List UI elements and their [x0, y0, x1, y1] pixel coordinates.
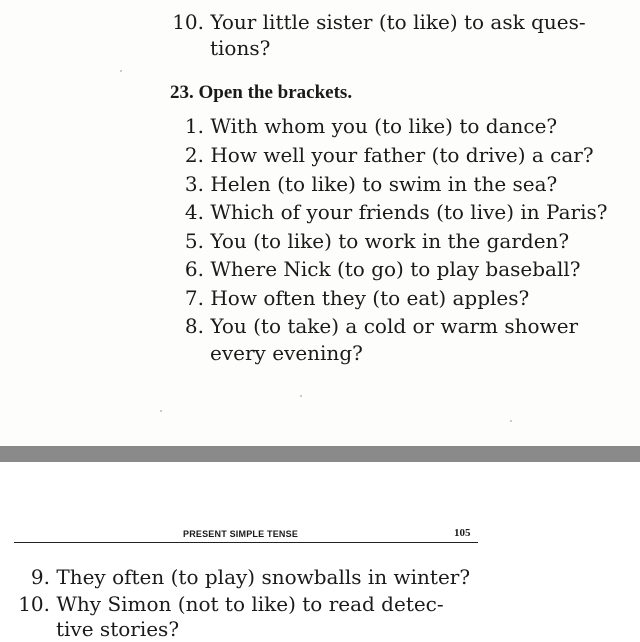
exercise-item	[176, 285, 529, 311]
exercise-item	[14, 591, 444, 617]
item-number: 4.	[184, 200, 204, 224]
exercise-item	[176, 228, 569, 254]
item-text: How well your father (to drive) a car?	[210, 143, 594, 167]
item-continuation: every evening?	[210, 341, 363, 365]
item-text: You (to like) to work in the garden?	[210, 229, 570, 253]
item-number: 10.	[18, 592, 50, 616]
item-text: With whom you (to like) to dance?	[210, 114, 558, 138]
item-text: You (to take) a cold or warm shower	[210, 314, 579, 338]
item-number: 5.	[184, 229, 204, 253]
scan-speck	[300, 395, 302, 397]
carryover-item	[170, 9, 586, 35]
exercise-item	[176, 199, 607, 225]
scan-speck	[160, 410, 162, 412]
scan-speck	[510, 420, 512, 422]
item-number: 9.	[30, 565, 50, 589]
item-text: How often they (to eat) apples?	[210, 286, 530, 310]
scan-speck	[120, 70, 122, 72]
exercise-item	[14, 564, 470, 590]
exercise-item	[176, 171, 557, 197]
header-rule	[14, 542, 478, 543]
item-number: 7.	[184, 286, 204, 310]
running-head: PRESENT SIMPLE TENSE	[183, 529, 299, 539]
page-number: 105	[454, 527, 471, 539]
exercise-item	[176, 313, 578, 339]
exercise-item	[176, 256, 581, 282]
item-text: Which of your friends (to live) in Paris?	[210, 200, 608, 224]
item-number: 3.	[184, 172, 204, 196]
item-number: 10.	[172, 10, 204, 34]
item-text: Why Simon (not to like) to read detec-	[56, 592, 444, 616]
exercise-item	[176, 142, 594, 168]
item-text: Where Nick (to go) to play baseball?	[210, 257, 581, 281]
carryover-continuation: tions?	[210, 36, 271, 60]
page-divider	[0, 446, 640, 462]
item-number: 8.	[184, 314, 204, 338]
item-continuation: tive stories?	[56, 617, 180, 641]
exercise-item	[176, 113, 557, 139]
item-number: 2.	[184, 143, 204, 167]
item-text: Helen (to like) to swim in the sea?	[210, 172, 558, 196]
exercise-heading: 23. Open the brackets.	[170, 82, 353, 103]
item-number: 6.	[184, 257, 204, 281]
item-text: They often (to play) snowballs in winter?	[56, 565, 471, 589]
item-number: 1.	[184, 114, 204, 138]
item-text: Your little sister (to like) to ask ques-	[210, 10, 586, 34]
